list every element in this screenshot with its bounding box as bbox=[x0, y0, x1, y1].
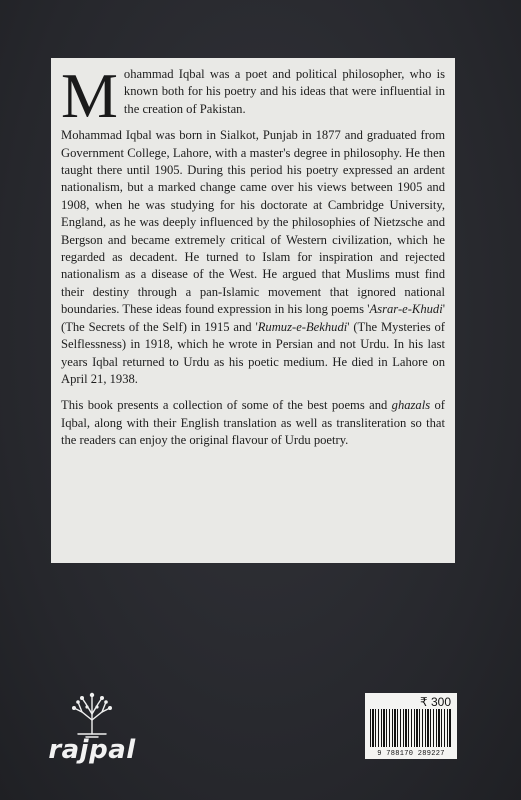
tree-icon bbox=[42, 690, 142, 738]
price-label: ₹ 300 bbox=[420, 695, 451, 709]
book-text-2: of Iqbal, along with their English translation as well as transliteration so that the readers can enjoy the original flavour of Urdu poetry. bbox=[61, 398, 445, 448]
biography-paragraph bbox=[61, 127, 445, 388]
barcode-label bbox=[365, 693, 457, 759]
intro-paragraph bbox=[61, 60, 445, 131]
publisher-logo bbox=[42, 690, 142, 766]
bio-title-rumuz: Rumuz-e-Bekhudi bbox=[257, 319, 348, 334]
publisher-name: rajpal bbox=[48, 735, 136, 765]
bio-text-3: ' (The Mysteries of Selflessness) in 1918, which he wrote in Persian and not Urdu. In his last years Iqbal returned to Urdu as his poetic medium. He died in Lahore on April 21, 1938. bbox=[61, 319, 445, 386]
bio-text-1: Mohammad Iqbal was born in Sialkot, Punjab in 1877 and graduated from Government College, Lahore, with a master's degree in philosophy. He then taught there until 1905. During this period his poetry expressed an ardent nationalism, but a marked change came over his views between 1905 and 1908, when he was studying for his doctorate at Cambridge University, England, as he was deeply influenced by the philosophies of Nietzsche and Bergson and became extremely critical of Western civilization, which he regarded as decadent. He turned to Islam for inspiration and rejected nationalism as a disease of the West. He argued that Muslims must find their destiny through a pan-Islamic movement that ignored national boundaries. These ideas found expression in his long poems ' bbox=[61, 128, 445, 317]
drop-cap: M bbox=[61, 60, 118, 131]
book-text-1: This book presents a collection of some of the best poems and bbox=[61, 398, 392, 413]
bio-title-asrar: Asrar-e-Khudi bbox=[369, 302, 443, 317]
blurb-panel bbox=[51, 58, 455, 563]
book-italic: ghazals bbox=[391, 398, 431, 413]
book-paragraph bbox=[61, 397, 445, 449]
intro-text: ohammad Iqbal was a poet and political philosopher, who is known both for his poetry and his ideas that were influential in the creation of Pakistan. bbox=[123, 67, 445, 116]
isbn-number: 9 788170 289227 bbox=[377, 750, 445, 758]
barcode-bars bbox=[370, 709, 452, 747]
bio-text-2: ' (The Secrets of the Self) in 1915 and ' bbox=[61, 302, 445, 334]
